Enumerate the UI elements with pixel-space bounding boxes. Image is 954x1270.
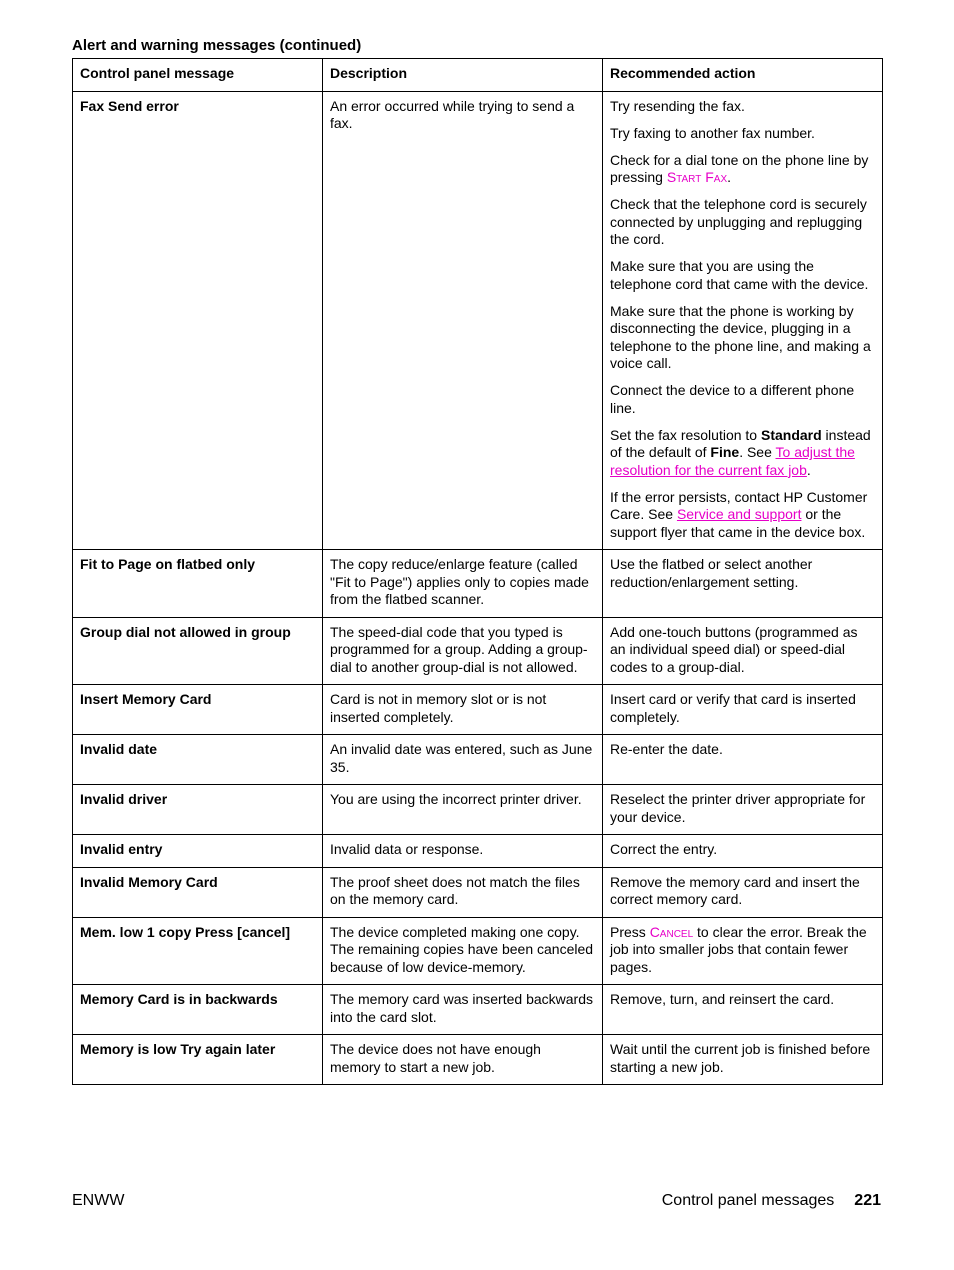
message-description: You are using the incorrect printer driver. xyxy=(323,785,603,835)
message-description: Card is not in memory slot or is not inserted completely. xyxy=(323,685,603,735)
control-panel-message: Memory is low Try again later xyxy=(73,1035,323,1085)
action-text: Press xyxy=(610,923,650,940)
recommended-action xyxy=(603,91,883,550)
message-description: An invalid date was entered, such as June 35. xyxy=(323,735,603,785)
recommended-action xyxy=(603,985,883,1035)
action-text: Add one-touch buttons (programmed as an individual speed dial) or speed-dial codes to a group-dial. xyxy=(610,623,858,675)
action-text: Correct the entry. xyxy=(610,841,718,857)
recommended-action xyxy=(603,617,883,685)
action-paragraph xyxy=(610,125,875,143)
action-paragraph xyxy=(610,382,875,417)
control-panel-message: Invalid entry xyxy=(73,835,323,868)
button-name: Start Fax xyxy=(666,169,728,185)
action-paragraph xyxy=(610,741,875,759)
action-paragraph xyxy=(610,991,875,1009)
footer-right xyxy=(662,1192,881,1210)
action-text: Reselect the printer driver appropriate for your device. xyxy=(610,791,866,825)
message-description: The device completed making one copy. The remaining copies have been canceled because of low device-memory. xyxy=(323,917,603,985)
action-text: Set the fax resolution to xyxy=(610,426,761,443)
action-paragraph xyxy=(610,196,875,249)
action-text: . See xyxy=(739,444,776,460)
action-text: Make sure that the phone is working by disconnecting the device, plugging in a telephone to the phone line, and making a voice call. xyxy=(610,302,871,371)
action-text: Remove, turn, and reinsert the card. xyxy=(610,991,835,1007)
action-text: to clear the error. Break the job into smaller jobs that contain fewer pages. xyxy=(610,923,867,975)
message-description: An error occurred while trying to send a fax. xyxy=(323,91,603,550)
control-panel-message: Fit to Page on flatbed only xyxy=(73,550,323,618)
action-paragraph xyxy=(610,489,875,542)
recommended-action xyxy=(603,685,883,735)
recommended-action xyxy=(603,1035,883,1085)
recommended-action xyxy=(603,835,883,868)
control-panel-message: Mem. low 1 copy Press [cancel] xyxy=(73,917,323,985)
cross-reference-link[interactable]: To adjust the resolution for the current fax job xyxy=(610,444,855,478)
table-body xyxy=(73,91,883,1085)
action-paragraph xyxy=(610,624,875,677)
message-description: Invalid data or response. xyxy=(323,835,603,868)
action-text: Check for a dial tone on the phone line by pressing xyxy=(610,151,869,185)
table-row xyxy=(73,91,883,550)
table-row xyxy=(73,835,883,868)
action-paragraph xyxy=(610,924,875,977)
cross-reference-link[interactable]: Service and support xyxy=(676,506,802,522)
control-panel-message: Invalid date xyxy=(73,735,323,785)
control-panel-message: Invalid Memory Card xyxy=(73,867,323,917)
action-paragraph xyxy=(610,152,875,187)
action-text: Wait until the current job is finished before starting a new job. xyxy=(610,1041,871,1075)
recommended-action xyxy=(603,917,883,985)
action-paragraph xyxy=(610,303,875,373)
action-paragraph xyxy=(610,98,875,116)
action-paragraph xyxy=(610,556,875,591)
action-text: Try faxing to another fax number. xyxy=(610,124,815,141)
recommended-action xyxy=(603,550,883,618)
action-paragraph xyxy=(610,691,875,726)
action-paragraph xyxy=(610,258,875,293)
recommended-action xyxy=(603,785,883,835)
footer-left: ENWW xyxy=(72,1192,125,1209)
table-row xyxy=(73,917,883,985)
action-text: . xyxy=(727,169,732,185)
action-text: Remove the memory card and insert the correct memory card. xyxy=(610,873,860,907)
message-description: The speed-dial code that you typed is programmed for a group. Adding a group-dial to another group-dial is not allowed. xyxy=(323,617,603,685)
table-row xyxy=(73,550,883,618)
table-row xyxy=(73,1035,883,1085)
action-text: Re-enter the date. xyxy=(610,741,723,757)
control-panel-message: Memory Card is in backwards xyxy=(73,985,323,1035)
action-paragraph xyxy=(610,427,875,480)
alert-messages-table xyxy=(72,58,883,1085)
message-description: The memory card was inserted backwards into the card slot. xyxy=(323,985,603,1035)
column-header-message: Control panel message xyxy=(73,59,323,92)
page-number: 221 xyxy=(854,1192,881,1209)
action-text: . xyxy=(806,461,811,478)
action-text: If the error persists, contact HP Customer Care. See xyxy=(610,488,868,522)
table-caption: Alert and warning messages (continued) xyxy=(72,37,362,54)
table-row xyxy=(73,685,883,735)
table-row xyxy=(73,735,883,785)
action-text: Try resending the fax. xyxy=(610,97,745,114)
action-paragraph xyxy=(610,841,875,859)
message-description: The device does not have enough memory to start a new job. xyxy=(323,1035,603,1085)
action-text: or the support flyer that came in the device box. xyxy=(610,506,866,540)
action-paragraph xyxy=(610,1041,875,1076)
table-header-row xyxy=(73,59,883,92)
action-text: Make sure that you are using the telephone cord that came with the device. xyxy=(610,258,869,292)
control-panel-message: Insert Memory Card xyxy=(73,685,323,735)
control-panel-message: Fax Send error xyxy=(73,91,323,550)
setting-name: Standard xyxy=(760,426,822,443)
message-description: The copy reduce/enlarge feature (called "Fit to Page") applies only to copies made from the flatbed scanner. xyxy=(323,550,603,618)
control-panel-message: Invalid driver xyxy=(73,785,323,835)
action-text: Connect the device to a different phone line. xyxy=(610,382,855,416)
footer-section: Control panel messages xyxy=(661,1192,835,1209)
table-row xyxy=(73,867,883,917)
action-text: instead of the default of xyxy=(610,426,871,460)
column-header-action: Recommended action xyxy=(603,59,883,92)
message-description: The proof sheet does not match the files on the memory card. xyxy=(323,867,603,917)
action-text: Insert card or verify that card is inserted completely. xyxy=(610,691,856,725)
setting-name: Fine xyxy=(710,444,740,460)
action-paragraph xyxy=(610,874,875,909)
recommended-action xyxy=(603,867,883,917)
action-paragraph xyxy=(610,791,875,826)
table-row xyxy=(73,617,883,685)
action-text: Use the flatbed or select another reduction/enlargement setting. xyxy=(610,556,813,590)
control-panel-message: Group dial not allowed in group xyxy=(73,617,323,685)
column-header-description: Description xyxy=(323,59,603,92)
table-row xyxy=(73,785,883,835)
recommended-action xyxy=(603,735,883,785)
button-name: Cancel xyxy=(649,923,694,940)
table-row xyxy=(73,985,883,1035)
action-text: Check that the telephone cord is securely connected by unplugging and replugging the cord. xyxy=(610,196,867,247)
